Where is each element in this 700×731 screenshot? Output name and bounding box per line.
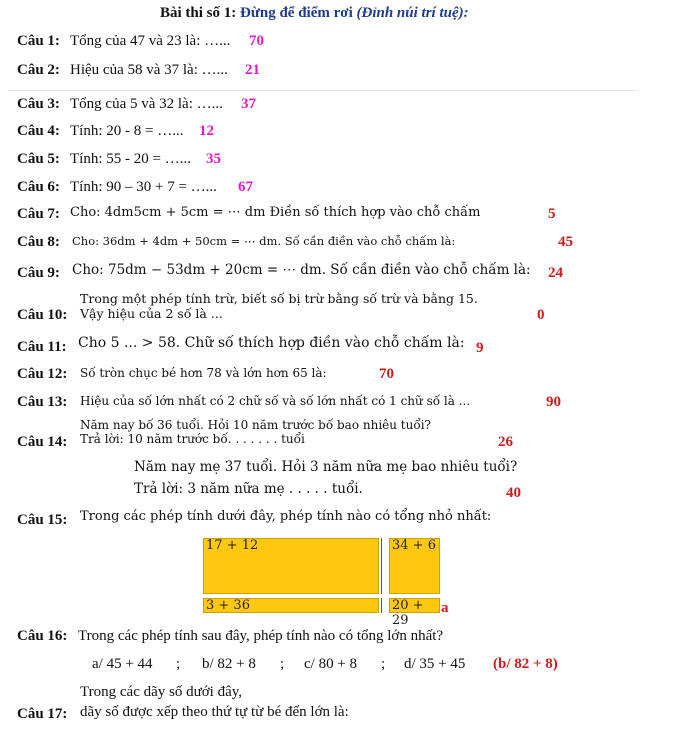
q17-line1: Trong các dãy số dưới đây,: [80, 684, 243, 700]
q15-answer: a: [441, 600, 449, 616]
q14-line2: Trả lời: 10 năm trước bố. . . . . . . tuổi: [80, 432, 305, 446]
divider-line: [381, 598, 382, 613]
q16-option-b: b/ 82 + 8: [202, 656, 256, 672]
q7-answer: 5: [548, 206, 556, 222]
q13-answer: 90: [546, 394, 561, 410]
q13-text: Hiệu của số lớn nhất có 2 chữ số và số lớn nhất có 1 chữ số là ...: [80, 394, 471, 408]
option-d-text: 20 + 29: [392, 598, 424, 628]
q1-label: Câu 1:: [17, 33, 60, 49]
q5-label: Câu 5:: [17, 151, 60, 167]
extra-answer: 40: [506, 485, 521, 501]
q12-label: Câu 12:: [17, 366, 68, 382]
option-box-a[interactable]: [203, 538, 379, 594]
page-title: [160, 5, 469, 22]
q8-answer: 45: [558, 234, 573, 250]
q12-text: Số tròn chục bé hơn 78 và lớn hơn 65 là:: [80, 366, 327, 380]
divider: [8, 90, 638, 91]
q11-text: Cho 5 ... > 58. Chữ số thích hợp điền vào chỗ chấm là:: [78, 335, 465, 351]
separator: ;: [176, 656, 181, 672]
q1-text: Tổng của 47 và 23 là: …...: [70, 33, 231, 49]
q9-text: Cho: 75dm − 53dm + 20cm = ⋯ dm. Số cần điền vào chỗ chấm là:: [72, 262, 531, 278]
q1-answer: 70: [249, 33, 264, 49]
option-box-c[interactable]: [203, 598, 379, 613]
q8-label: Câu 8:: [17, 234, 60, 250]
q7-label: Câu 7:: [17, 206, 60, 222]
extra-line1: Năm nay mẹ 37 tuổi. Hỏi 3 năm nữa mẹ bao nhiêu tuổi?: [134, 459, 518, 475]
q16-answer: (b/ 82 + 8): [493, 656, 558, 672]
q16-text: Trong các phép tính sau đây, phép tính nào có tổng lớn nhất?: [78, 628, 444, 644]
q17-label: Câu 17:: [17, 706, 68, 722]
q3-text: Tổng của 5 và 32 là: …...: [70, 96, 223, 112]
option-box-b[interactable]: [389, 538, 440, 594]
extra-line2: Trả lời: 3 năm nữa mẹ . . . . . tuổi.: [134, 481, 363, 497]
q16-option-a: a/ 45 + 44: [92, 656, 153, 672]
q9-label: Câu 9:: [17, 265, 60, 281]
q3-label: Câu 3:: [17, 96, 60, 112]
q16-option-d: d/ 35 + 45: [404, 656, 466, 672]
q14-label: Câu 14:: [17, 434, 68, 450]
q14-answer: 26: [498, 434, 513, 450]
separator: ;: [280, 656, 285, 672]
q15-text: Trong các phép tính dưới đây, phép tính nào có tổng nhỏ nhất:: [80, 509, 492, 524]
q10-label: Câu 10:: [17, 307, 68, 323]
q3-answer: 37: [241, 96, 256, 112]
q4-text: Tính: 20 - 8 = …...: [70, 123, 184, 139]
title-sub: (Đỉnh núi trí tuệ):: [356, 5, 469, 21]
title-main: Đừng để điểm rơi: [240, 5, 357, 21]
q16-option-c: c/ 80 + 8: [304, 656, 358, 672]
q8-text: Cho: 36dm + 4dm + 50cm = ⋯ dm. Số cần điền vào chỗ chấm là:: [72, 234, 456, 248]
q14-line1: Năm nay bố 36 tuổi. Hỏi 10 năm trước bố bao nhiêu tuổi?: [80, 418, 431, 432]
q2-answer: 21: [245, 62, 260, 78]
q16-label: Câu 16:: [17, 628, 68, 644]
q4-answer: 12: [199, 123, 214, 139]
q6-answer: 67: [238, 179, 253, 195]
q6-label: Câu 6:: [17, 179, 60, 195]
q10-line1: Trong một phép tính trừ, biết số bị trừ bằng số trừ và bằng 15.: [80, 291, 478, 306]
q7-text: Cho: 4dm5cm + 5cm = ⋯ dm Điền số thích hợp vào chỗ chấm: [70, 205, 481, 220]
option-box-d[interactable]: [389, 598, 440, 628]
q2-text: Hiệu của 58 và 37 là: …...: [70, 62, 228, 78]
q11-label: Câu 11:: [17, 339, 67, 355]
q13-label: Câu 13:: [17, 394, 68, 410]
q4-label: Câu 4:: [17, 123, 60, 139]
q5-answer: 35: [206, 151, 221, 167]
q9-answer: 24: [548, 265, 563, 281]
q10-answer: 0: [537, 307, 545, 323]
separator: ;: [381, 656, 386, 672]
q10-line2: Vậy hiệu của 2 số là ...: [80, 306, 223, 321]
title-prefix: Bài thi số 1:: [160, 5, 241, 21]
q15-label: Câu 15:: [17, 512, 68, 528]
q6-text: Tính: 90 – 30 + 7 = …...: [70, 179, 217, 195]
q17-line2: dãy số được xếp theo thứ tự từ bé đến lớn là:: [80, 704, 349, 720]
option-b-text: 34 + 6: [392, 538, 436, 553]
option-a-text: 17 + 12: [206, 538, 259, 553]
divider-line: [381, 538, 382, 594]
q12-answer: 70: [379, 366, 394, 382]
q11-answer: 9: [476, 340, 484, 356]
q2-label: Câu 2:: [17, 62, 60, 78]
option-c-text: 3 + 36: [206, 598, 250, 613]
q5-text: Tính: 55 - 20 = …...: [70, 151, 191, 167]
